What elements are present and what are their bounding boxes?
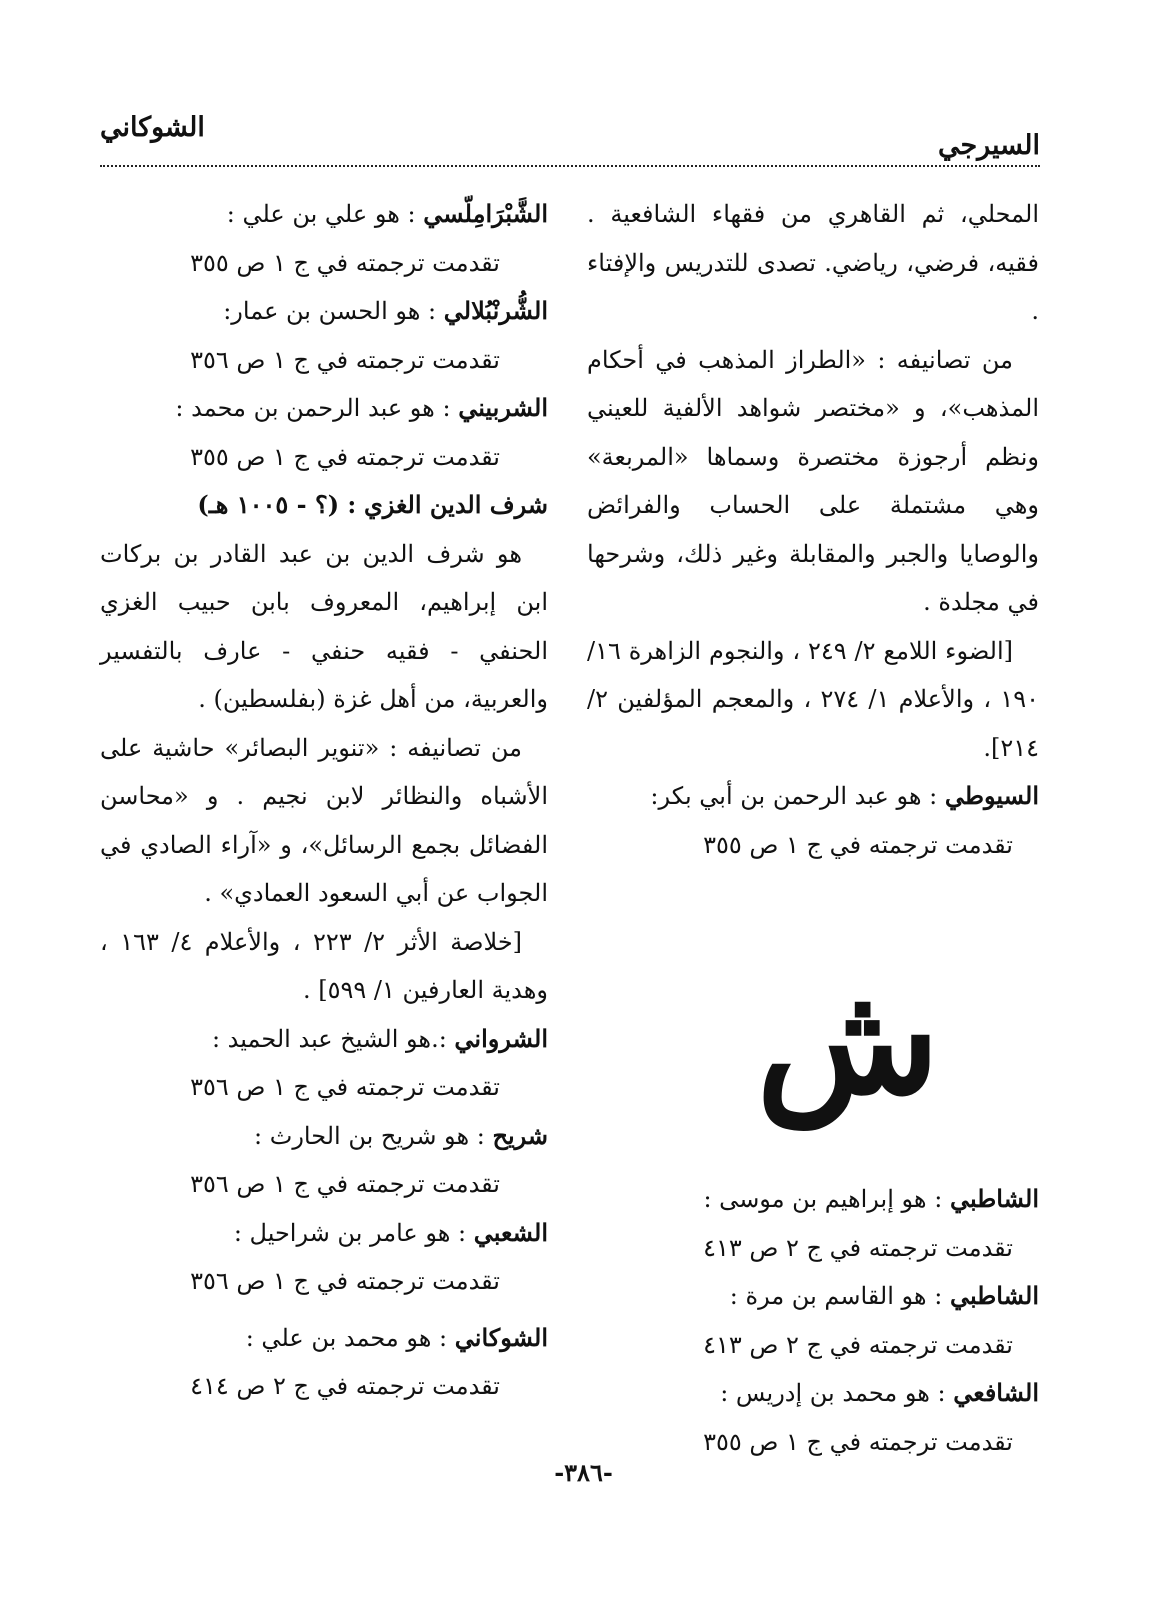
entry-headword: شرف الدين الغزي	[363, 490, 548, 519]
entry-cross-reference: تقدمت ترجمته في ج ١ ص ٣٥٦	[190, 1267, 500, 1295]
entry-shawkani	[100, 1314, 548, 1363]
entry-definition: : هو القاسم بن مرة :	[729, 1282, 943, 1310]
entry-shatibi-ibrahim	[587, 1175, 1039, 1224]
entry-cross-reference: تقدمت ترجمته في ج ٢ ص ٤١٤	[190, 1372, 500, 1400]
entry-headword: السيوطي	[944, 781, 1039, 810]
entry-shafii	[587, 1369, 1039, 1418]
entry-shabi	[100, 1209, 548, 1258]
entry-definition: : هو عامر بن شراحيل :	[233, 1218, 467, 1247]
entry-headword: الشاطبي	[949, 1184, 1039, 1213]
paragraph-references: [خلاصة الأثر ٢/ ٢٢٣ ، والأعلام ٤/ ١٦٣ ، وهدية العارفين ١/ ٥٩٩] .	[100, 927, 548, 1004]
entry-shirwani	[100, 1015, 548, 1064]
entry-cross-reference: تقدمت ترجمته في ج ١ ص ٣٥٥	[703, 1427, 1013, 1456]
entry-cross-reference: تقدمت ترجمته في ج ١ ص ٣٥٦	[190, 1073, 500, 1101]
entry-definition: : هو محمد بن إدريس :	[720, 1379, 946, 1407]
left-column	[100, 190, 548, 1411]
entry-cross-reference: تقدمت ترجمته في ج ٢ ص ٤١٣	[703, 1330, 1013, 1359]
paragraph-works: من تصانيفه : «الطراز المذهب في أحكام المذهب»، و «مختصر شواهد الألفية للعيني ونظم أرجوزة مختصرة وسماها «المربعة» وهي مشتملة على الحساب والفرائض والوصايا والجبر والمقابلة وغير ذلك، وشرحها في مجلدة .	[587, 345, 1039, 616]
entry-cross-reference: تقدمت ترجمته في ج ١ ص ٣٥٦	[190, 1170, 500, 1198]
page-number: -٣٨٦-	[554, 1458, 613, 1487]
entry-headword: الشافعي	[953, 1378, 1039, 1407]
entry-headword: الشوكاني	[454, 1322, 548, 1352]
paragraph-references: [الضوء اللامع ٢/ ٢٤٩ ، والنجوم الزاهرة ١٦/ ١٩٠ ، والأعلام ١/ ٢٧٤ ، والمعجم المؤلفين ٢/ ٢١٤].	[587, 636, 1040, 762]
entry-suyuti	[587, 772, 1039, 821]
running-head-right: السيرجي	[937, 130, 1040, 161]
entry-shatibi-qasim	[587, 1272, 1039, 1321]
entry-definition: : هو عبد الرحمن بن أبي بكر:	[650, 782, 945, 810]
paragraph-works: من تصانيفه : «تنوير البصائر» حاشية على الأشباه والنظائر لابن نجيم . و «محاسن الفضائل بجمع الرسائل»، و «آراء الصادي في الجواب عن أبي السعود العمادي» .	[100, 733, 548, 907]
entry-headword: الشَّبْرَامِلّسي	[423, 199, 548, 228]
header-dotted-rule	[100, 165, 1040, 167]
entry-headword: الشُّرنْبُلالي	[443, 296, 548, 325]
entry-cross-reference: تقدمت ترجمته في ج ١ ص ٣٥٦	[190, 345, 500, 374]
entry-headword: الشربيني	[458, 393, 548, 422]
right-column	[587, 190, 1039, 1466]
running-head-left: الشوكاني	[100, 112, 205, 143]
entry-definition: : هو شريح بن الحارث :	[254, 1121, 493, 1150]
entry-headword: شريح	[492, 1120, 548, 1150]
entry-cross-reference: تقدمت ترجمته في ج ١ ص ٣٥٥	[703, 830, 1013, 859]
entry-cross-reference: تقدمت ترجمته في ج ٢ ص ٤١٣	[703, 1233, 1013, 1262]
running-header	[100, 112, 1040, 161]
entry-dates: : (؟ - ١٠٠٥ هـ)	[197, 490, 357, 519]
entry-shabramallisi	[100, 190, 548, 239]
entry-gap	[100, 1306, 548, 1314]
entry-cross-reference: تقدمت ترجمته في ج ١ ص ٣٥٥	[190, 248, 500, 277]
entry-headword: الشعبي	[473, 1217, 548, 1247]
entry-headword: الشرواني	[454, 1023, 548, 1053]
entry-definition: :.هو الشيخ عبد الحميد :	[211, 1024, 455, 1053]
entry-definition: : هو إبراهيم بن موسى :	[703, 1185, 943, 1213]
entry-definition: : هو علي بن علي :	[226, 200, 424, 228]
section-letter-heading: ش	[756, 952, 940, 1128]
entry-shurayh	[100, 1112, 548, 1161]
entry-shurunbulali	[100, 287, 548, 336]
entry-headword: الشاطبي	[949, 1281, 1039, 1310]
entry-sharaf-al-din-ghazzi	[100, 481, 548, 530]
entry-shirbini	[100, 384, 548, 433]
paragraph-biography: هو شرف الدين بن عبد القادر بن بركات ابن إبراهيم، المعروف بابن حبيب الغزي الحنفي - فقيه حنفي - عارف بالتفسير والعربية، من أهل غزة (بفلسطين) .	[100, 539, 548, 713]
entry-definition: : هو محمد بن علي :	[245, 1323, 448, 1352]
entry-definition: : هو الحسن بن عمار:	[223, 297, 437, 325]
entry-cross-reference: تقدمت ترجمته في ج ١ ص ٣٥٥	[190, 442, 500, 471]
paragraph-bio-continuation: المحلي، ثم القاهري من فقهاء الشافعية . فقيه، فرضي، رياضي. تصدى للتدريس والإفتاء .	[587, 200, 1039, 325]
entry-definition: : هو عبد الرحمن بن محمد :	[175, 394, 451, 422]
